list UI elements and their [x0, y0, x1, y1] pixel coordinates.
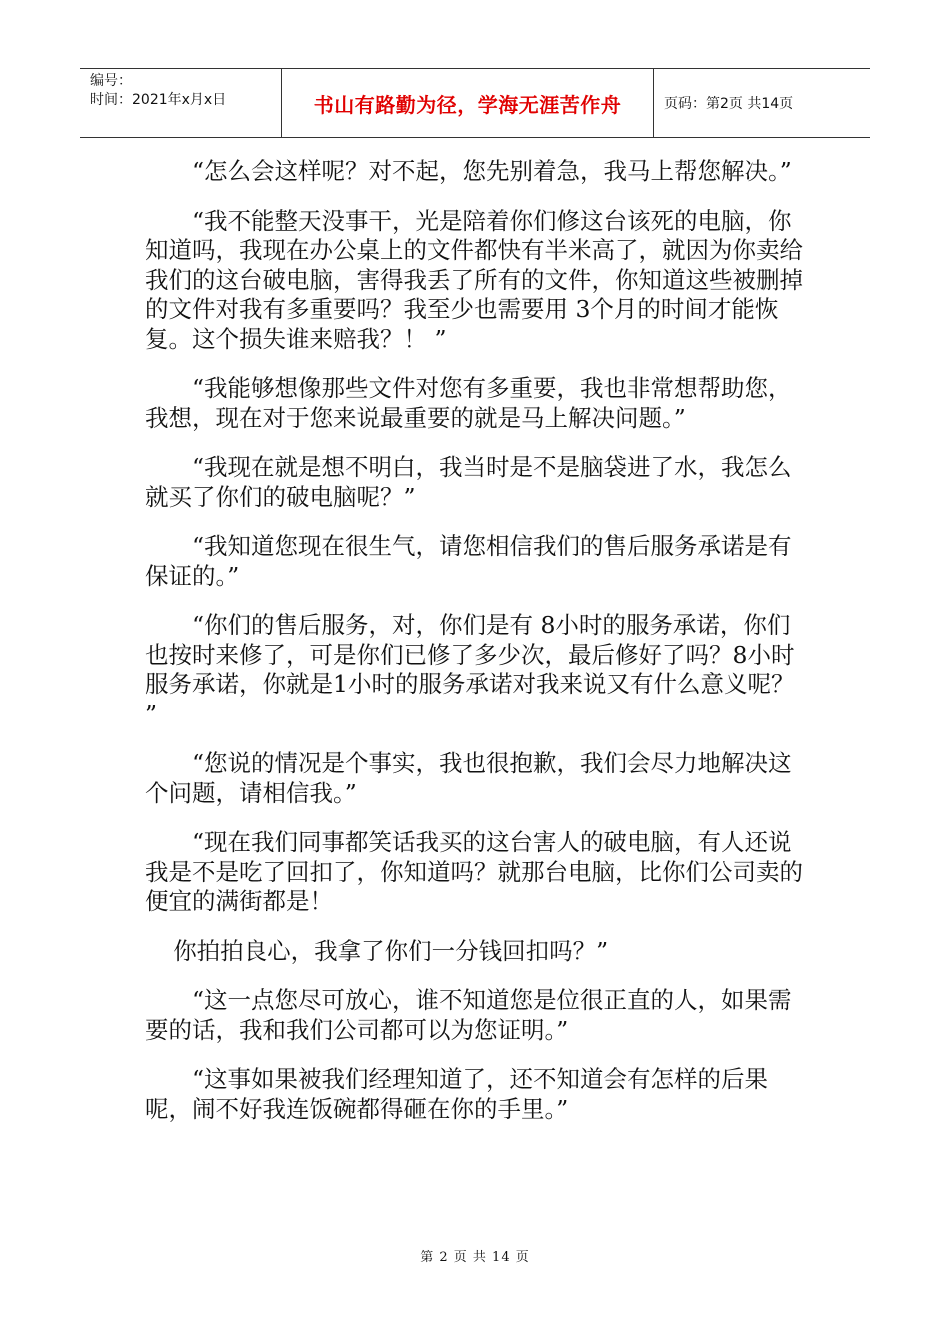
dialogue-paragraph: “我知道您现在很生气，请您相信我们的售后服务承诺是有保证的。” — [145, 532, 792, 590]
dialogue-paragraph: 你拍拍良心，我拿了你们一分钱回扣吗？” — [173, 936, 609, 965]
dialogue-paragraph: “这事如果被我们经理知道了，还不知道会有怎样的后果呢，闹不好我连饭碗都得砸在你的手里。” — [145, 1065, 769, 1123]
page-footer: 第 2 页 共 14 页 — [420, 1250, 530, 1265]
dialogue-paragraph: “我不能整天没事干，光是陪着你们修这台该死的电脑，你知道吗，我现在办公桌上的文件都快有半米高了，就因为你卖给我们的这台破电脑，害得我丢了所有的文件，你知道这些被删掉的文件对我有多重要吗？我至少也需要用 3个月的时间才能恢复。这个损失谁来赔我？！ ” — [145, 206, 803, 353]
dialogue-paragraph: “你们的售后服务，对，你们是有 8小时的服务承诺，你们也按时来修了，可是你们已修了多少次，最后修好了吗？8小时服务承诺，你就是1小时的服务承诺对我来说又有什么意义呢？ ” — [145, 611, 795, 728]
dialogue-paragraph: “我现在就是想不明白，我当时是不是脑袋进了水，我怎么就买了你们的破电脑呢？” — [145, 453, 792, 511]
header-motto-cell — [282, 69, 654, 137]
dialogue-paragraph: “怎么会这样呢？对不起，您先别着急，我马上帮您解决。” — [192, 157, 792, 185]
document-header — [80, 68, 870, 138]
document-date: 时间：2021年x月x日 — [90, 92, 227, 108]
header-motto: 书山有路勤为径，学海无涯苦作舟 — [313, 92, 622, 117]
document-number-label: 编号： — [90, 73, 132, 89]
dialogue-paragraph: “我能够想像那些文件对您有多重要，我也非常想帮助您，我想，现在对于您来说最重要的就是马上解决问题。” — [145, 374, 792, 432]
header-meta-cell — [80, 69, 282, 137]
dialogue-paragraph: “这一点您尽可放心，谁不知道您是位很正直的人，如果需要的话，我和我们公司都可以为您证明。” — [145, 986, 792, 1044]
document-body — [145, 157, 805, 1144]
header-page-cell — [654, 69, 870, 137]
dialogue-paragraph: “您说的情况是个事实，我也很抱歉，我们会尽力地解决这个问题，请相信我。” — [145, 749, 792, 807]
header-page-info: 页码：第2页 共14页 — [664, 96, 794, 112]
dialogue-paragraph: “现在我们同事都笑话我买的这台害人的破电脑，有人还说我是不是吃了回扣了，你知道吗？就那台电脑，比你们公司卖的便宜的满街都是！ — [145, 828, 803, 915]
